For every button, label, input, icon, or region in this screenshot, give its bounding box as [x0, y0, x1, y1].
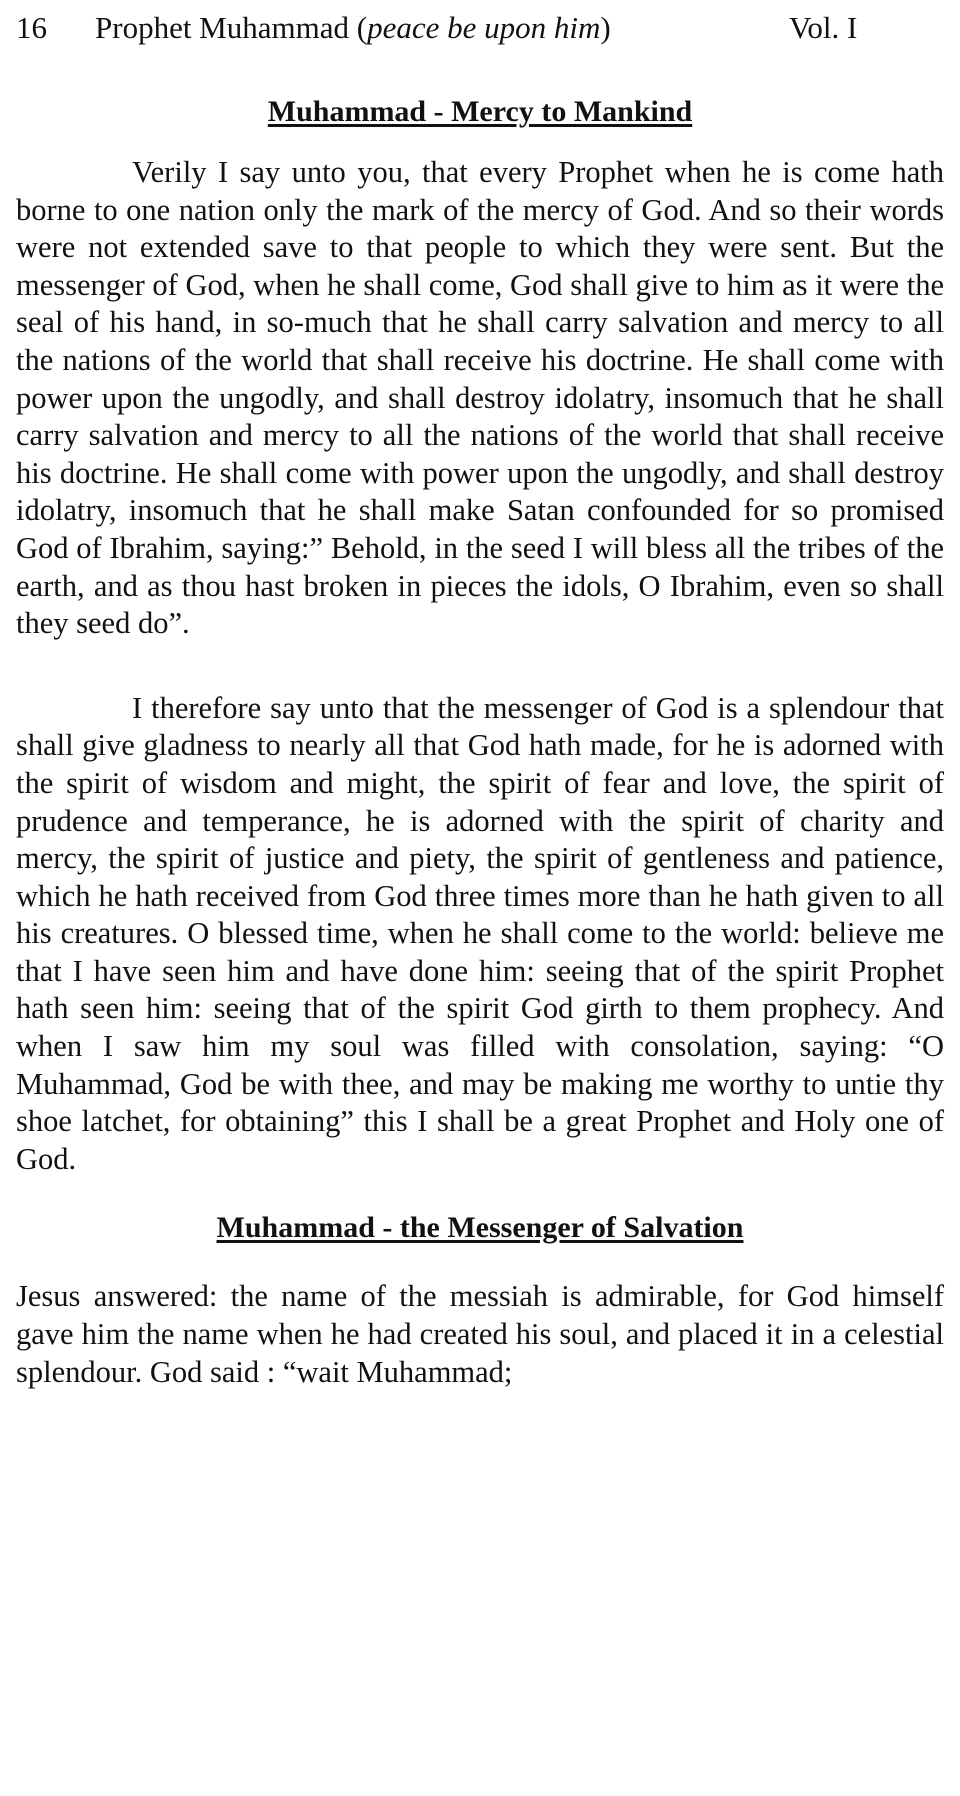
paragraph-salvation-1: Jesus answered: the name of the messiah is admirable, for God himself gave him the name when he had created his soul, and placed it in a celestial splendour. God said : “wait Muhammad; [16, 1279, 944, 1389]
book-title-end: ) [600, 10, 611, 45]
document-page [16, 0, 944, 1391]
book-title [95, 8, 611, 48]
book-title-italic: peace be upon him [367, 10, 601, 45]
section-heading-salvation: Muhammad - the Messenger of Salvation [216, 1211, 744, 1245]
paragraph-mercy-1: Verily I say unto you, that every Prophet when he is come hath borne to one nation only the mark of the mercy of God. And so their words were not extended save to that people to which they were sent. But the messenger of God, when he shall come, God shall give to him as it were the seal of his hand, in so-much that he shall carry salvation and mercy to all the nations of the world that shall receive his doctrine. He shall come with power upon the ungodly, and shall destroy idolatry, insomuch that he shall carry salvation and mercy to all the nations of the world that shall receive his doctrine. He shall come with power upon the ungodly, and shall destroy idolatry, insomuch that he shall make Satan confounded for so promised God of Ibrahim, saying:” Behold, in the seed I will bless all the tribes of the earth, and as thou hast broken in pieces the idols, O Ibrahim, even so shall they seed do”. [16, 155, 944, 641]
page-number: 16 [16, 10, 47, 45]
running-header [16, 8, 944, 48]
volume-label: Vol. I [789, 10, 858, 45]
section-heading-mercy: Muhammad - Mercy to Mankind [267, 95, 693, 128]
paragraph-mercy-2: I therefore say unto that the messenger of God is a splendour that shall give gladness to nearly all that God hath made, for he is adorned with the spirit of wisdom and might, the spirit of fear and love, the spirit of prudence and temperance, he is adorned with the spirit of charity and mercy, the spirit of justice and piety, the spirit of gentleness and patience, which he hath received from God three times more than he hath given to all his creatures. O blessed time, when he shall come to the world: believe me that I have seen him and have done him: seeing that of the spirit Prophet hath seen him: seeing that of the spirit God girth to them prophecy. And when I saw him my soul was filled with consolation, saying: “O Muhammad, God be with thee, and may be making me worthy to untie thy shoe latchet, for obtaining” this I shall be a great Prophet and Holy one of God. [16, 690, 944, 1176]
book-title-main: Prophet Muhammad ( [95, 10, 368, 45]
